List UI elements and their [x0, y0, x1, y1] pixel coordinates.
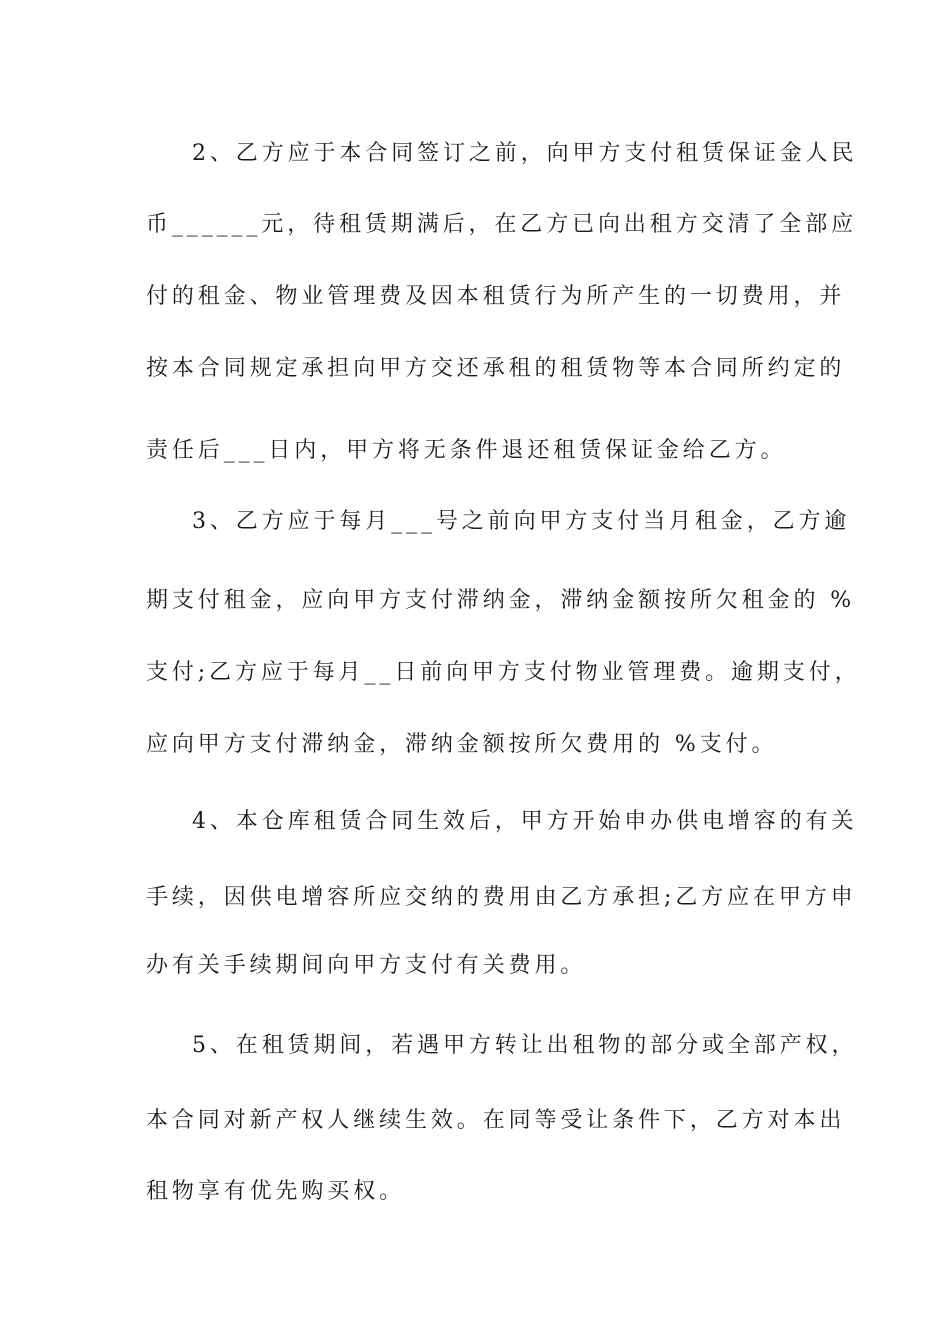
clause-5-line-3: 租物享有优先购买权。: [146, 1179, 406, 1204]
clause-4-line-3: 办有关手续期间向甲方支付有关费用。: [146, 953, 587, 978]
clause-5-line-1: 5、在租赁期间，若遇甲方转让出租物的部分或全部产权，: [192, 1033, 858, 1058]
clause-2-line-1: 2、乙方应于本合同签订之前，向甲方支付租赁保证金人民: [192, 141, 858, 166]
clause-4-line-2: 手续，因供电增容所应交纳的费用由乙方承担;乙方应在甲方申: [146, 885, 857, 910]
clause-2-line-2: 币______元，待租赁期满后，在乙方已向出租方交清了全部应: [146, 212, 858, 237]
clause-2-line-5: 责任后___日内，甲方将无条件退还租赁保证金给乙方。: [146, 438, 787, 463]
clause-4-line-1: 4、本仓库租赁合同生效后，甲方开始申办供电增容的有关: [192, 809, 858, 834]
clause-3-line-3: 支付;乙方应于每月__日前向甲方支付物业管理费。逾期支付，: [146, 660, 861, 685]
clause-3-line-4: 应向甲方支付滞纳金，滞纳金额按所欠费用的 %支付。: [146, 732, 778, 757]
clause-3-line-1: 3、乙方应于每月___号之前向甲方支付当月租金，乙方逾: [192, 509, 851, 534]
clause-2-line-3: 付的租金、物业管理费及因本租赁行为所产生的一切费用，并: [146, 284, 846, 309]
clause-3-line-2: 期支付租金，应向甲方支付滞纳金，滞纳金额按所欠租金的 %: [146, 588, 856, 613]
clause-5-line-2: 本合同对新产权人继续生效。在同等受让条件下，乙方对本出: [146, 1108, 846, 1133]
clause-2-line-4: 按本合同规定承担向甲方交还承租的租赁物等本合同所约定的: [146, 356, 846, 381]
